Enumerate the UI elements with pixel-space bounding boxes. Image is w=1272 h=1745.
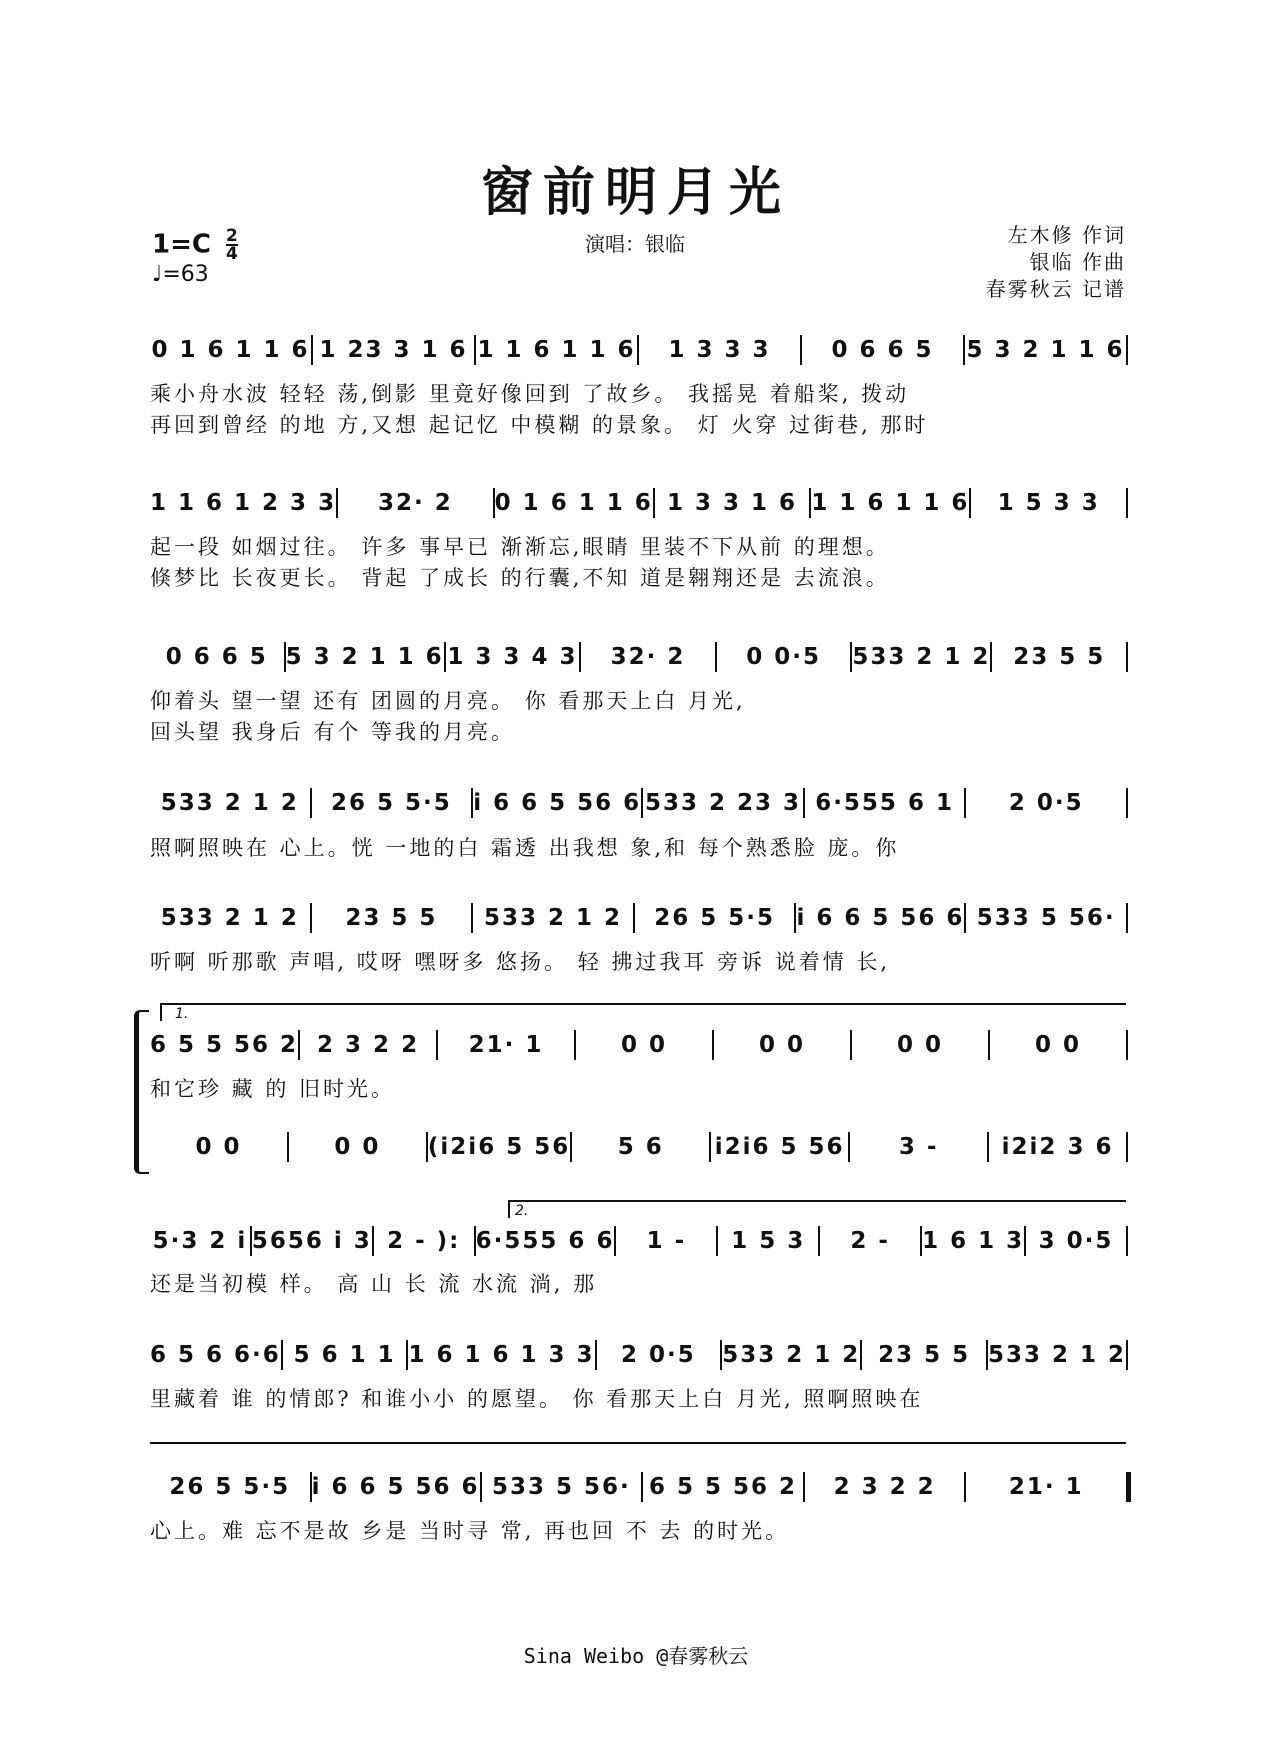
measure: 1 6 1 6 1 3 3: [408, 1342, 595, 1368]
measure: 1 3 3 4 3: [444, 642, 580, 672]
staff-row-7: [150, 1132, 1128, 1162]
staff-row-4: [150, 788, 1128, 818]
measure: 0 0: [850, 1030, 988, 1060]
measure: 5·3 2 i: [152, 1228, 248, 1254]
measure: 32· 2: [579, 642, 715, 672]
lyrics-line: 里藏着 谁 的情郎? 和谁小小 的愿望。 你 看那天上白 月光, 照啊照映在: [150, 1387, 924, 1411]
measure: 2 -: [818, 1226, 920, 1256]
measure: 2 0·5: [595, 1340, 721, 1370]
lyrics-line: 仰着头 望一望 还有 团圆的月亮。 你 看那天上白 月光,: [150, 689, 746, 713]
measure: 3 -: [848, 1132, 987, 1162]
measure: 1 5 3: [716, 1226, 818, 1256]
staff-row-10: [150, 1472, 1131, 1502]
measure: 1 1 6 1 1 6: [811, 490, 970, 516]
measure: 533 5 56·: [964, 903, 1126, 933]
measure: 1 6 1 3: [922, 1228, 1025, 1254]
measure: 21· 1: [436, 1030, 574, 1060]
measure: i 6 6 5 56 6: [473, 790, 642, 816]
measure: 6 5 5 56 2: [641, 1472, 803, 1502]
measure: i2i2 3 6: [987, 1132, 1126, 1162]
measure: 0 0: [574, 1030, 712, 1060]
measure: 0 0: [195, 1134, 242, 1160]
staff-row-2: [150, 488, 1128, 518]
measure: 21· 1: [964, 1472, 1126, 1502]
measure: 23 5 5: [860, 1340, 986, 1370]
staff-row-6: [150, 1030, 1128, 1060]
volta-2-line: [508, 1200, 1126, 1202]
lyrics-line: 听啊 听那歌 声唱, 哎呀 嘿呀多 悠扬。 轻 拂过我耳 旁诉 说着情 长,: [150, 950, 891, 974]
measure: 0 0: [988, 1030, 1126, 1060]
lyrics-line: 心上。难 忘不是故 乡是 当时寻 常, 再也回 不 去 的时光。: [150, 1519, 790, 1543]
lyrics-line: 还是当初模 样。 高 山 长 流 水流 淌, 那: [150, 1272, 598, 1296]
measure: i2i6 5 56: [709, 1132, 848, 1162]
staff-row-3: [150, 642, 1128, 672]
measure: 1 1 6 1 1 6: [474, 335, 637, 365]
footer-credit: Sina Weibo @春雾秋云: [523, 1644, 749, 1668]
measure: 0 1 6 1 1 6: [151, 337, 310, 363]
measure: 1 1 6 1 2 3 3: [150, 490, 337, 516]
measure: 0 6 6 5: [165, 644, 268, 670]
tempo-marking: ♩=63: [152, 262, 209, 287]
key-text: 1=C: [152, 229, 211, 260]
staff-row-5: [150, 903, 1128, 933]
volta-1-line: [160, 1003, 1126, 1005]
measure: 5 3 2 1 1 6: [285, 644, 444, 670]
time-signature: [226, 228, 238, 262]
measure: 5 3 2 1 1 6: [963, 335, 1126, 365]
composer-credit: 银临 作曲: [1029, 250, 1126, 274]
measure: 1 23 3 1 6: [311, 335, 474, 365]
volta-1-tick: [160, 1003, 162, 1021]
measure: 5 6 1 1: [281, 1340, 407, 1370]
lyrics-line: 回头望 我身后 有个 等我的月亮。: [150, 720, 516, 744]
lyrics-line: 起一段 如烟过往。 许多 事早已 渐渐忘,眼睛 里装不下从前 的理想。: [150, 535, 890, 559]
staff-row-1: [150, 335, 1128, 365]
lyrics-line: 倏梦比 长夜更长。 背起 了成长 的行囊,不知 道是翱翔还是 去流浪。: [150, 566, 890, 590]
measure: 0 0·5: [715, 642, 851, 672]
measure: 1 3 3 3: [637, 335, 800, 365]
measure: 6 5 6 6·6: [150, 1342, 281, 1368]
measure: 533 2 1 2: [987, 1342, 1127, 1368]
measure: 6·555 6 6: [475, 1228, 615, 1254]
measure: 533 2 1 2: [852, 644, 991, 670]
measure: 1 5 3 3: [969, 488, 1126, 518]
measure: 26 5 5·5: [310, 788, 472, 818]
measure: 533 2 1 2: [160, 905, 299, 931]
measure: 533 5 56·: [480, 1472, 642, 1502]
measure: 6·555 6 1: [803, 788, 965, 818]
lyrics-line: 再回到曾经 的地 方,又想 起记忆 中模糊 的景象。 灯 火穿 过街巷, 那时: [150, 413, 929, 437]
measure: 1 -: [614, 1226, 716, 1256]
measure: 0 0: [287, 1132, 426, 1162]
slur-line: [150, 1442, 1126, 1444]
measure: 2 0·5: [964, 788, 1126, 818]
measure: i 6 6 5 56 6: [796, 905, 965, 931]
lyricist-credit: 左木修 作词: [1007, 223, 1126, 247]
volta-2-tick: [508, 1200, 510, 1218]
measure: 23 5 5: [310, 903, 472, 933]
song-title: 窗前明月光: [480, 162, 791, 223]
measure: 0 0: [712, 1030, 850, 1060]
measure: 26 5 5·5: [169, 1474, 291, 1500]
time-signature-top: 2: [226, 226, 238, 246]
measure: 32· 2: [336, 488, 493, 518]
measure: 533 2 1 2: [471, 903, 633, 933]
volta-1-label: 1.: [175, 1006, 189, 1022]
measure: 26 5 5·5: [633, 903, 795, 933]
lyrics-line: 乘小舟水波 轻轻 荡,倒影 里竟好像回到 了故乡。 我摇晃 着船桨, 拨动: [150, 382, 910, 406]
lyrics-line: 和它珍 藏 的 旧时光。: [150, 1077, 396, 1101]
measure: 0 1 6 1 1 6: [494, 490, 653, 516]
measure: 0 6 6 5: [800, 335, 963, 365]
staff-row-8: [150, 1226, 1128, 1256]
measure: 6 5 5 56 2: [150, 1032, 299, 1058]
measure: 2 3 2 2: [803, 1472, 965, 1502]
credits-block: [900, 222, 1126, 303]
time-signature-bottom: 4: [226, 244, 238, 264]
measure: 5656 i 3: [251, 1228, 372, 1254]
measure: 533 2 23 3: [641, 788, 803, 818]
transcriber-credit: 春雾秋云 记谱: [985, 277, 1126, 301]
measure: 2 3 2 2: [298, 1030, 436, 1060]
measure: 1 3 3 1 6: [653, 488, 810, 518]
singer-credit: 演唱：银临: [585, 232, 685, 256]
measure: 2 - ):: [372, 1226, 474, 1256]
measure: 533 2 1 2: [722, 1342, 861, 1368]
volta-2-label: 2.: [515, 1203, 529, 1219]
staff-row-9: [150, 1340, 1128, 1370]
measure: (i2i6 5 56: [427, 1134, 571, 1160]
measure: 3 0·5: [1024, 1226, 1126, 1256]
system-brace: [134, 1010, 149, 1174]
lyrics-line: 照啊照映在 心上。恍 一地的白 霜透 出我想 象,和 每个熟悉脸 庞。你: [150, 836, 900, 860]
measure: 533 2 1 2: [160, 790, 299, 816]
measure: 5 6: [570, 1132, 709, 1162]
key-signature: [152, 228, 238, 262]
measure: 23 5 5: [990, 642, 1126, 672]
measure: i 6 6 5 56 6: [311, 1474, 480, 1500]
